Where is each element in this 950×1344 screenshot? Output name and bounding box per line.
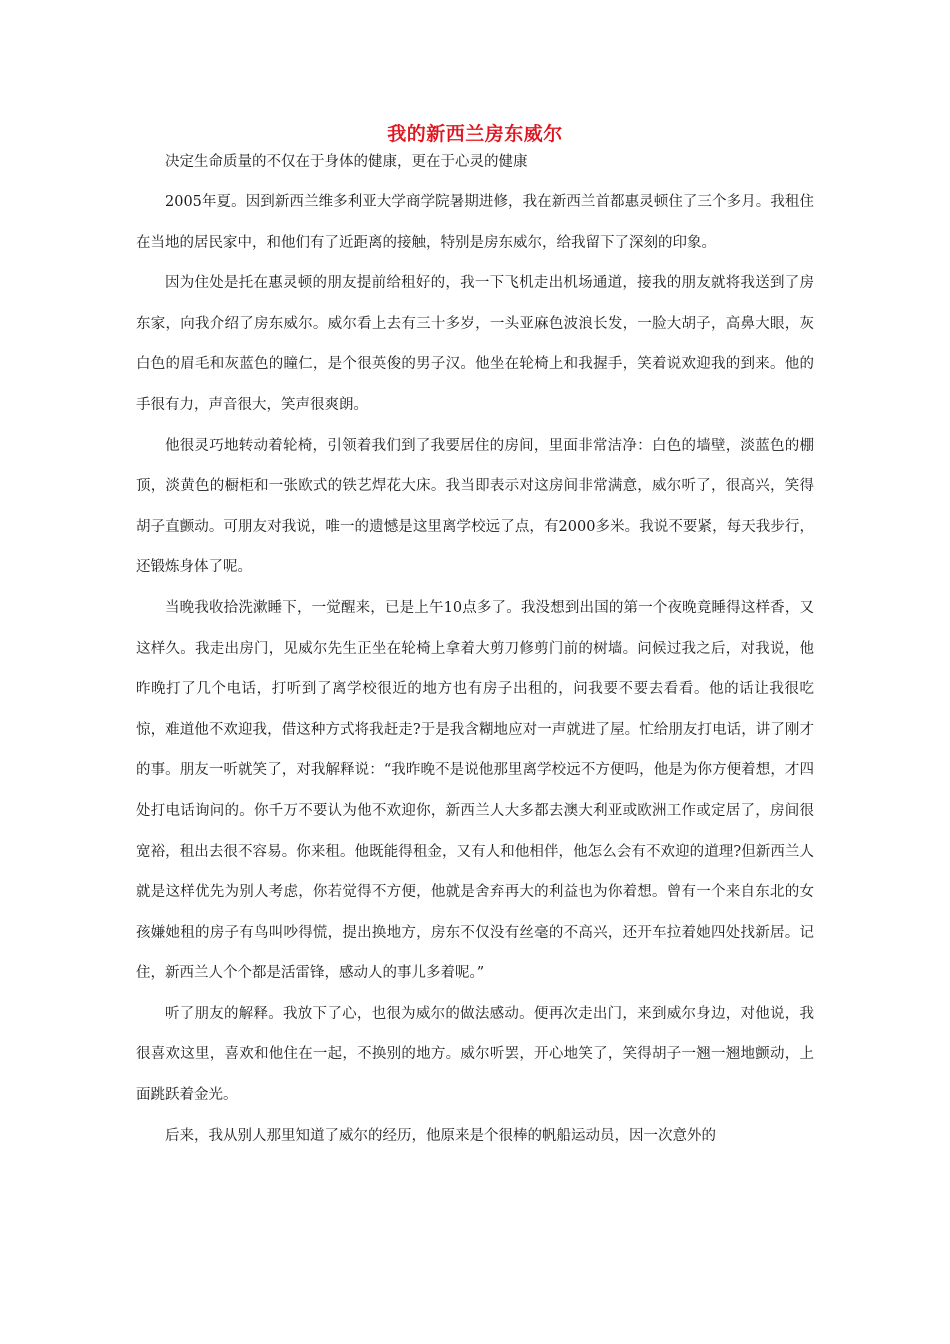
- paragraph-3: 他很灵巧地转动着轮椅，引领着我们到了我要居住的房间，里面非常洁净：白色的墙壁，淡蓝色的棚顶，淡黄色的橱柜和一张欧式的铁艺焊花大床。我当即表示对这房间非常满意，威尔听了，很高兴，笑得胡子直颤动。可朋友对我说，唯一的遗憾是这里离学校远了点，有2000多米。我说不要紧，每天我步行，还锻炼身体了呢。: [136, 437, 814, 576]
- paragraph-5: 听了朋友的解释。我放下了心，也很为威尔的做法感动。便再次走出门，来到威尔身边，对他说，我很喜欢这里，喜欢和他住在一起，不换别的地方。威尔听罢，开心地笑了，笑得胡子一翘一翘地颤动，上面跳跃着金光。: [136, 1005, 814, 1104]
- document-subtitle: 决定生命质量的不仅在于身体的健康，更在于心灵的健康: [165, 154, 528, 170]
- paragraph-2: 因为住处是托在惠灵顿的朋友提前给租好的，我一下飞机走出机场通道，接我的朋友就将我送到了房东家，向我介绍了房东威尔。威尔看上去有三十多岁，一头亚麻色波浪长发，一脸大胡子，高鼻大眼，灰白色的眉毛和灰蓝色的瞳仁，是个很英俊的男子汉。他坐在轮椅上和我握手，笑着说欢迎我的到来。他的手很有力，声音很大，笑声很爽朗。: [136, 275, 814, 413]
- paragraph-6: 后来，我从别人那里知道了威尔的经历，他原来是个很棒的帆船运动员，因一次意外的: [165, 1127, 716, 1144]
- paragraph-1: 2005年夏。因到新西兰维多利亚大学商学院暑期进修，我在新西兰首都惠灵顿住了三个多月。我租住在当地的居民家中，和他们有了近距离的接触，特别是房东威尔，给我留下了深刻的印象。: [136, 194, 814, 251]
- paragraph-4: 当晚我收拾洗漱睡下，一觉醒来，已是上午10点多了。我没想到出国的第一个夜晚竟睡得这样香，又这样久。我走出房门，见威尔先生正坐在轮椅上拿着大剪刀修剪门前的树墙。问候过我之后，对我说，他昨晚打了几个电话，打听到了离学校很近的地方也有房子出租的，问我要不要去看看。他的话让我很吃惊，难道他不欢迎我，借这种方式将我赶走?于是我含糊地应对一声就进了屋。忙给朋友打电话，讲了刚才的事。朋友一听就笑了，对我解释说：“我昨晚不是说他那里离学校远不方便吗，他是为你方便着想，才四处打电话询问的。你千万不要认为他不欢迎你，新西兰人大多都去澳大利亚或欧洲工作或定居了，房间很宽裕，租出去很不容易。你来租。他既能得租金，又有人和他相伴，他怎么会有不欢迎的道理?但新西兰人就是这样优先为别人考虑，你若觉得不方便，他就是舍弃再大的利益也为你着想。曾有一个来自东北的女孩嫌她租的房子有鸟叫吵得慌，提出换地方，房东不仅没有丝毫的不高兴，还开车拉着她四处找新居。记住，新西兰人个个都是活雷锋，感动人的事儿多着呢。”: [136, 599, 814, 982]
- document-title: 我的新西兰房东威尔: [387, 123, 563, 145]
- document-body: [136, 118, 814, 1156]
